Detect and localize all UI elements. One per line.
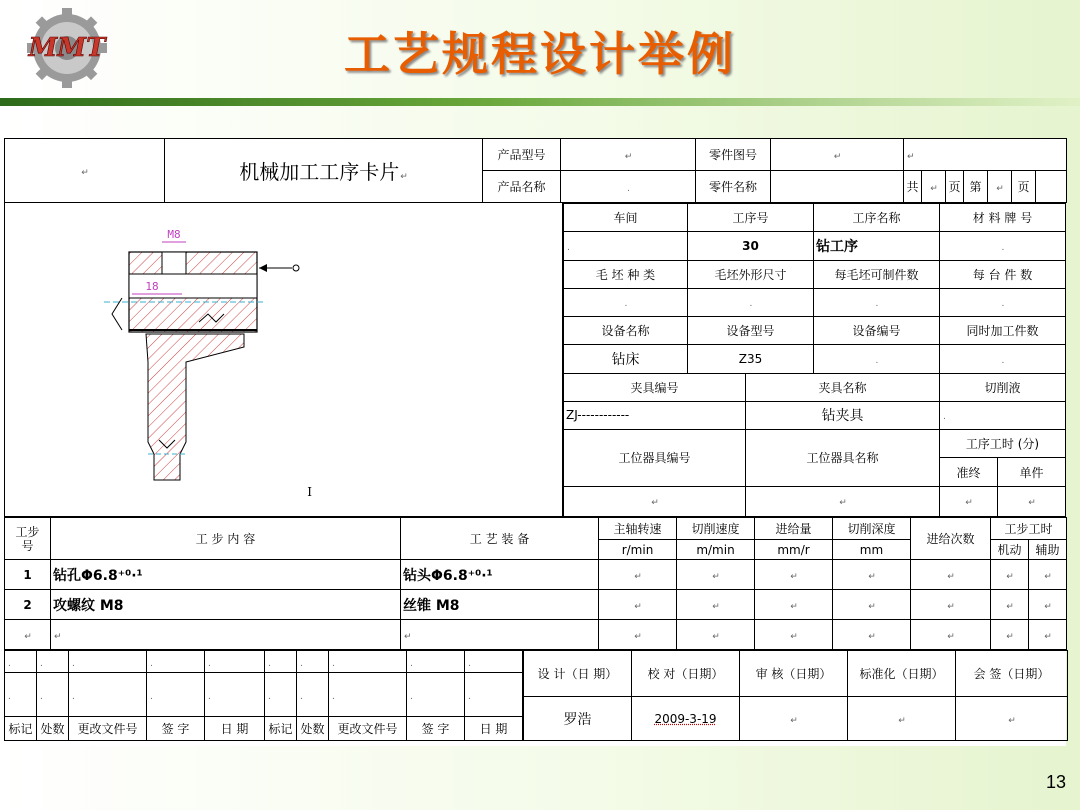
col-step-no: 工步 号 xyxy=(5,518,51,560)
fixture-no-label: 夹具编号 xyxy=(563,373,745,401)
equip-name-value: 钻床 xyxy=(563,345,687,373)
logo-text: MMT xyxy=(28,33,106,63)
per-machine-label: 每 台 件 数 xyxy=(939,260,1065,288)
coolant-label: 切削液 xyxy=(939,373,1065,401)
col-speed: 切削速度 xyxy=(677,518,755,540)
rev-count-2: 处数 xyxy=(297,717,329,741)
rev-count: 处数 xyxy=(37,717,69,741)
op-time-label: 工序工时 (分) xyxy=(939,430,1065,458)
equip-no-label: 设备编号 xyxy=(813,317,939,345)
countersign-label: 会 签（日期） xyxy=(956,651,1068,697)
workshop-value: . xyxy=(563,232,687,260)
fixture-no-value: ZJ------------ xyxy=(563,401,745,429)
op-name-label: 工序名称 xyxy=(813,204,939,232)
page-label-1: 页 xyxy=(946,171,964,203)
total-label: 共 xyxy=(904,171,922,203)
page-number: 13 xyxy=(1045,772,1066,792)
unit-spindle: r/min xyxy=(599,540,677,560)
op-name-value: 钻工序 xyxy=(813,232,939,260)
title-divider xyxy=(0,98,1080,106)
equip-model-label: 设备型号 xyxy=(687,317,813,345)
op-no-value: 30 xyxy=(687,232,813,260)
thread-label: M8 xyxy=(167,228,181,241)
approval-block: 设 计（日 期） 校 对（日期） 审 核（日期） 标准化（日期） 会 签（日期） 罗浩 2009-3-19 ↵ ↵ ↵ xyxy=(523,650,1068,741)
rev-date-2: 日 期 xyxy=(465,717,523,741)
card-header: ↵ 机械加工工序卡片↵ 产品型号 ↵ 零件图号 ↵ ↵ 产品名称 . 零件名称 共 ↵ 页 第 ↵ 页 xyxy=(4,138,1067,203)
rev-sign-2: 签 字 xyxy=(407,717,465,741)
equip-name-label: 设备名称 xyxy=(563,317,687,345)
col-passes: 进给次数 xyxy=(911,518,991,560)
col-step-time: 工步工时 xyxy=(991,518,1067,540)
blank-size-label: 毛坯外形尺寸 xyxy=(687,260,813,288)
table-row: ↵ ↵ ↵ ↵ ↵ ↵ ↵ ↵ ↵ ↵ xyxy=(5,620,1067,650)
header-right-blank: ↵ xyxy=(904,139,1067,171)
station-tool-no-label: 工位器具编号 xyxy=(563,430,745,487)
design-date: 2009-3-19 xyxy=(632,697,740,741)
equip-model-value: Z35 xyxy=(687,345,813,373)
station-tool-name-label: 工位器具名称 xyxy=(745,430,939,487)
part-name-label: 零件名称 xyxy=(696,171,771,203)
standard-label: 标准化（日期） xyxy=(848,651,956,697)
design-label: 设 计（日 期） xyxy=(524,651,632,697)
fixture-name-value: 钻夹具 xyxy=(745,401,939,429)
col-depth: 切削深度 xyxy=(833,518,911,540)
blank-type-label: 毛 坯 种 类 xyxy=(563,260,687,288)
card-heading: 机械加工工序卡片 xyxy=(239,160,400,184)
rev-date: 日 期 xyxy=(205,717,265,741)
material-label: 材 料 牌 号 xyxy=(939,204,1065,232)
parts-per-blank-label: 每毛坯可制件数 xyxy=(813,260,939,288)
col-spindle: 主轴转速 xyxy=(599,518,677,540)
unit-speed: m/min xyxy=(677,540,755,560)
page-label-2: 页 xyxy=(1012,171,1036,203)
part-name-value xyxy=(771,171,904,203)
nth-label: 第 xyxy=(964,171,988,203)
header-blank: ↵ xyxy=(5,139,165,203)
material-value: . xyxy=(939,232,1065,260)
table-row: 2 攻螺纹 M8 丝锥 M8 ↵ ↵ ↵ ↵ ↵ ↵ ↵ xyxy=(5,590,1067,620)
op-no-label: 工序号 xyxy=(687,204,813,232)
check-label: 校 对（日期） xyxy=(632,651,740,697)
part-drawing-no-label: 零件图号 xyxy=(696,139,771,171)
rev-sign: 签 字 xyxy=(147,717,205,741)
designer-name: 罗浩 xyxy=(524,697,632,741)
fixture-name-label: 夹具名称 xyxy=(745,373,939,401)
col-content: 工 步 内 容 xyxy=(51,518,401,560)
rev-doc: 更改文件号 xyxy=(69,717,147,741)
prep-end-label: 准终 xyxy=(939,458,997,486)
product-name-label: 产品名称 xyxy=(483,171,561,203)
part-drawing xyxy=(104,222,314,502)
col-machine: 机动 xyxy=(991,540,1029,560)
simul-label: 同时加工件数 xyxy=(939,317,1065,345)
unit-depth: mm xyxy=(833,540,911,560)
product-name-value: . xyxy=(561,171,696,203)
view-label: I xyxy=(307,485,312,499)
dimension-label: 18 xyxy=(145,280,159,293)
table-row: 1 钻孔Φ6.8⁺⁰·¹ 钻头Φ6.8⁺⁰·¹ ↵ ↵ ↵ ↵ ↵ ↵ ↵ xyxy=(5,560,1067,590)
nth-value: ↵ xyxy=(988,171,1012,203)
col-equipment: 工 艺 装 备 xyxy=(401,518,599,560)
product-model-value: ↵ xyxy=(561,139,696,171)
review-label: 审 核（日期） xyxy=(740,651,848,697)
rev-mark: 标记 xyxy=(5,717,37,741)
page-title: 工艺规程设计举例 xyxy=(344,27,736,81)
revision-block: . . . . . . . . . . . . . . . . . . . . 标记 处数 更改文件号 签 字 日 期 标记 处数 更改文件号 签 字 日 期 xyxy=(4,650,523,741)
steps-table xyxy=(4,517,1067,650)
product-model-label: 产品型号 xyxy=(483,139,561,171)
part-drawing-no-value: ↵ xyxy=(771,139,904,171)
col-aux: 辅助 xyxy=(1029,540,1067,560)
rev-mark-2: 标记 xyxy=(265,717,297,741)
coolant-value: . xyxy=(939,401,1065,429)
unit-label: 单件 xyxy=(997,458,1065,486)
col-feed: 进给量 xyxy=(755,518,833,540)
unit-feed: mm/r xyxy=(755,540,833,560)
operation-info: 车间 工序号 工序名称 材 料 牌 号 . 30 钻工序 . 毛 坯 种 类 毛坯外形尺寸 每毛坯可制件数 每 台 件 数 . . . . 设备名称 设备型号 设备编号 同时加工件数 钻床 Z35 . . 夹具编号 夹具名称 切削液 ZJ------------ 钻夹具 . 工位器具编号 工位器具名称 工序工时 (分) 准终 单件 ↵ ↵ ↵ ↵ xyxy=(563,203,1066,517)
workshop-label: 车间 xyxy=(563,204,687,232)
total-value: ↵ xyxy=(922,171,946,203)
rev-doc-2: 更改文件号 xyxy=(329,717,407,741)
